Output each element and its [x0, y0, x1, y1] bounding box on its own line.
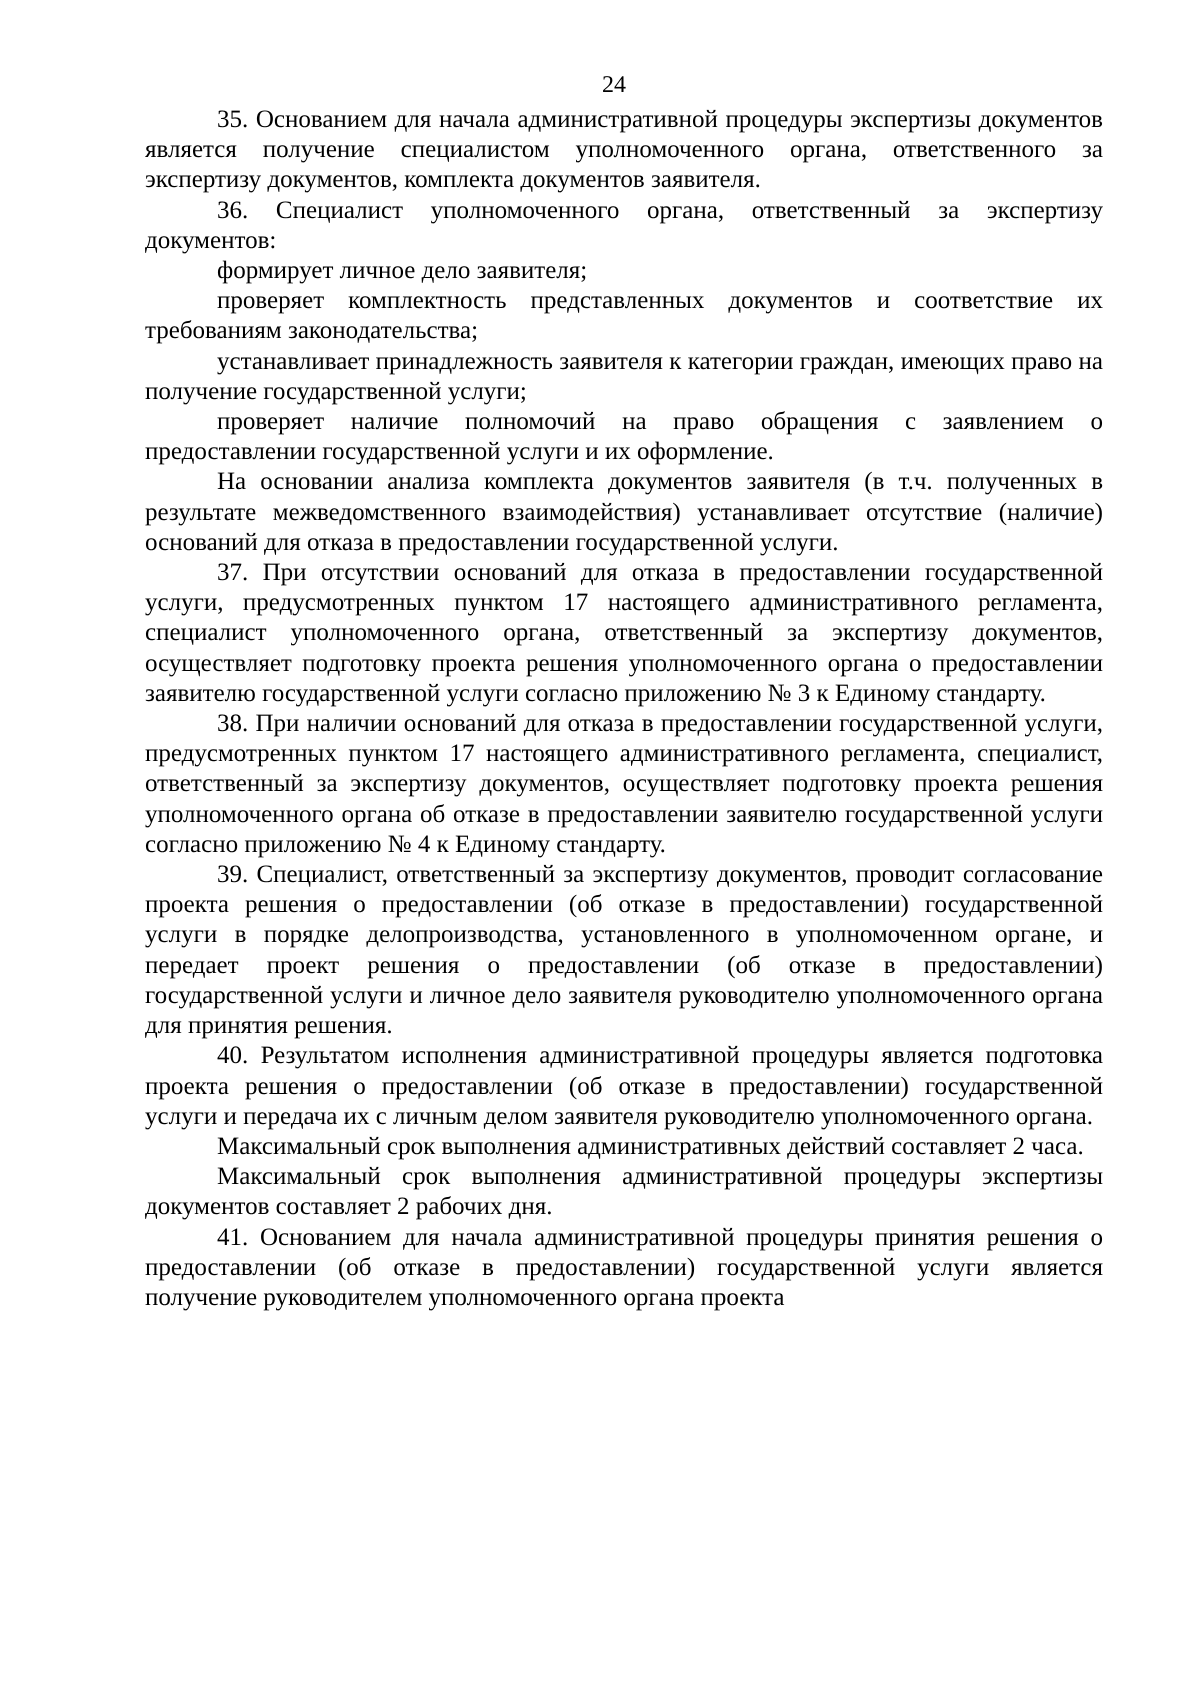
paragraph-36: 36. Специалист уполномоченного органа, ответственный за экспертизу документов:: [145, 196, 1103, 254]
page-number: 24: [602, 72, 626, 98]
paragraph-36-item-1: формирует личное дело заявителя;: [217, 257, 588, 285]
paragraph-36-conclusion: На основании анализа комплекта документов заявителя (в т.ч. полученных в результате межведомственного взаимодействия) устанавливает отсутствие (наличие) оснований для отказа в предоставлении государственной услуги.: [145, 468, 1103, 556]
document-body: [145, 105, 1103, 1313]
paragraph-38: 38. При наличии оснований для отказа в предоставлении государственной услуги, предусмотренных пунктом 17 настоящего административного регламента, специалист, ответственный за экспертизу документов, осуществляет подготовку проекта решения уполномоченного органа об отказе в предоставлении заявителю государственной услуги согласно приложению № 4 к Единому стандарту.: [145, 710, 1103, 858]
paragraph-37: 37. При отсутствии оснований для отказа в предоставлении государственной услуги, предусмотренных пунктом 17 настоящего административного регламента, специалист уполномоченного органа, ответственный за экспертизу документов, осуществляет подготовку проекта решения уполномоченного органа о предоставлении заявителю государственной услуги согласно приложению № 3 к Единому стандарту.: [145, 559, 1103, 707]
paragraph-40: 40. Результатом исполнения административной процедуры является подготовка проекта решения о предоставлении (об отказе в предоставлении) государственной услуги и передача их с личным делом заявителя руководителю уполномоченного органа.: [145, 1042, 1103, 1130]
paragraph-36-item-3: устанавливает принадлежность заявителя к категории граждан, имеющих право на получение государственной услуги;: [145, 347, 1103, 405]
paragraph-40-deadline-procedure: Максимальный срок выполнения административной процедуры экспертизы документов составляет 2 рабочих дня.: [145, 1163, 1103, 1221]
paragraph-39: 39. Специалист, ответственный за экспертизу документов, проводит согласование проекта решения о предоставлении (об отказе в предоставлении) государственной услуги в порядке делопроизводства, установленного в уполномоченном органе, и передает проект решения о предоставлении (об отказе в предоставлении) государственной услуги и личное дело заявителя руководителю уполномоченного органа для принятия решения.: [145, 861, 1103, 1040]
paragraph-35: 35. Основанием для начала административной процедуры экспертизы документов является получение специалистом уполномоченного органа, ответственного за экспертизу документов, комплекта документов заявителя.: [145, 106, 1103, 194]
paragraph-41: 41. Основанием для начала административной процедуры принятия решения о предоставлении (об отказе в предоставлении) государственной услуги является получение руководителем уполномоченного органа проекта: [145, 1223, 1103, 1311]
paragraph-36-item-2: проверяет комплектность представленных документов и соответствие их требованиям законодательства;: [145, 287, 1103, 345]
paragraph-40-deadline-actions: Максимальный срок выполнения административных действий составляет 2 часа.: [217, 1132, 1084, 1160]
paragraph-36-item-4: проверяет наличие полномочий на право обращения с заявлением о предоставлении государственной услуги и их оформление.: [145, 408, 1103, 466]
